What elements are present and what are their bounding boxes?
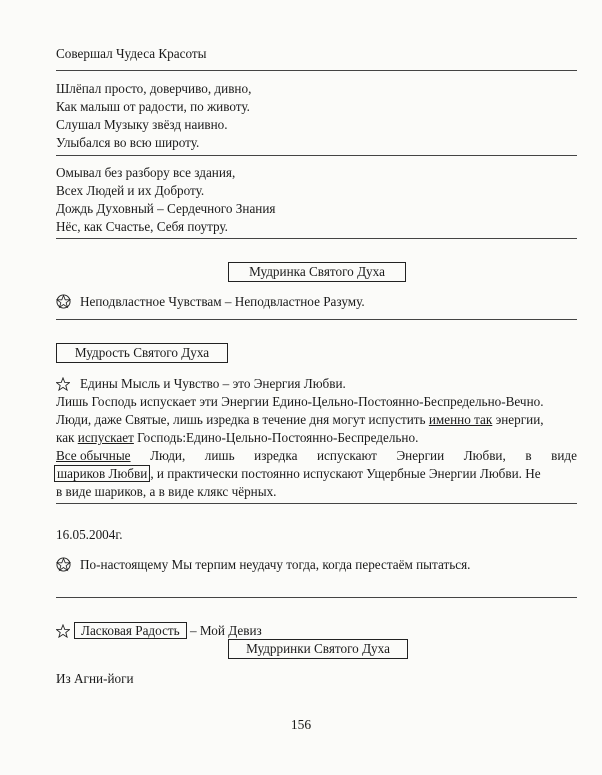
word: в (525, 448, 532, 463)
text-fragment: Люди, даже Святые, лишь изредка в течение дня могут испустить (56, 412, 429, 427)
word: испускают (316, 448, 377, 463)
section-heading-box: Мудрринки Святого Духа (228, 639, 408, 659)
word: виде (551, 448, 577, 463)
poem-line: Нёс, как Счастье, Себя поутру. (56, 219, 228, 234)
motto-line (74, 622, 262, 640)
page-number: 156 (290, 717, 312, 732)
pentagram-circle-icon (56, 294, 71, 309)
word: изредка (254, 448, 298, 463)
underlined-text: испускает (77, 430, 134, 445)
divider (56, 503, 577, 504)
wisdom-text: Неподвластное Чувствам – Неподвластное Разуму. (80, 294, 365, 309)
text-fragment: – Мой Девиз (186, 623, 262, 638)
wisdom-line: в виде шариков, а в виде клякс чёрных. (56, 484, 277, 499)
wisdom-line: Лишь Господь испускает эти Энергии Едино-Цельно-Постоянно-Беспредельно-Вечно. (56, 394, 544, 409)
wisdom-line (54, 465, 541, 483)
poem-line: Как малыш от радости, по животу. (56, 99, 250, 114)
poem-line: Всех Людей и их Доброту. (56, 183, 205, 198)
date: 16.05.2004г. (56, 527, 123, 542)
underlined-text: именно так (428, 412, 493, 427)
text-fragment: Господь:Едино-Цельно-Постоянно-Беспредельно. (133, 430, 419, 445)
source-note: Из Агни-йоги (56, 671, 134, 686)
section-heading-box: Мудрость Святого Духа (56, 343, 228, 363)
poem-title: Совершал Чудеса Красоты (56, 46, 207, 61)
boxed-text: шариков Любви (54, 465, 150, 482)
word: лишь (204, 448, 235, 463)
text-fragment: как (56, 430, 78, 445)
divider (56, 238, 577, 239)
poem-line: Улыбался во всю широту. (56, 135, 200, 150)
star-outline-icon (56, 377, 70, 391)
word: Энергии (396, 448, 445, 463)
star-outline-icon (56, 624, 70, 638)
wisdom-line (56, 411, 544, 429)
section-heading-box: Мудринка Святого Духа (228, 262, 406, 282)
poem-line: Омывал без разбору все здания, (56, 165, 236, 180)
divider (56, 597, 577, 598)
boxed-text: Ласковая Радость (74, 622, 187, 639)
pentagram-circle-icon (56, 557, 71, 572)
wisdom-line (56, 429, 418, 447)
divider (56, 319, 577, 320)
text-fragment: энергии, (492, 412, 544, 427)
divider (56, 155, 577, 156)
word: Люди, (150, 448, 186, 463)
poem-line: Слушал Музыку звёзд наивно. (56, 117, 228, 132)
wisdom-line-justified (56, 447, 577, 465)
wisdom-text: По-настоящему Мы терпим неудачу тогда, когда перестаём пытаться. (80, 557, 471, 572)
wisdom-line: Едины Мысль и Чувство – это Энергия Любви. (80, 376, 346, 391)
poem-line: Шлёпал просто, доверчиво, дивно, (56, 81, 252, 96)
poem-line: Дождь Духовный – Сердечного Знания (56, 201, 276, 216)
divider (56, 70, 577, 71)
word: Любви, (463, 448, 506, 463)
underlined-text: Все обычные (56, 448, 131, 463)
text-fragment: , и практически постоянно испускают Ущербные Энергии Любви. Не (150, 466, 541, 481)
